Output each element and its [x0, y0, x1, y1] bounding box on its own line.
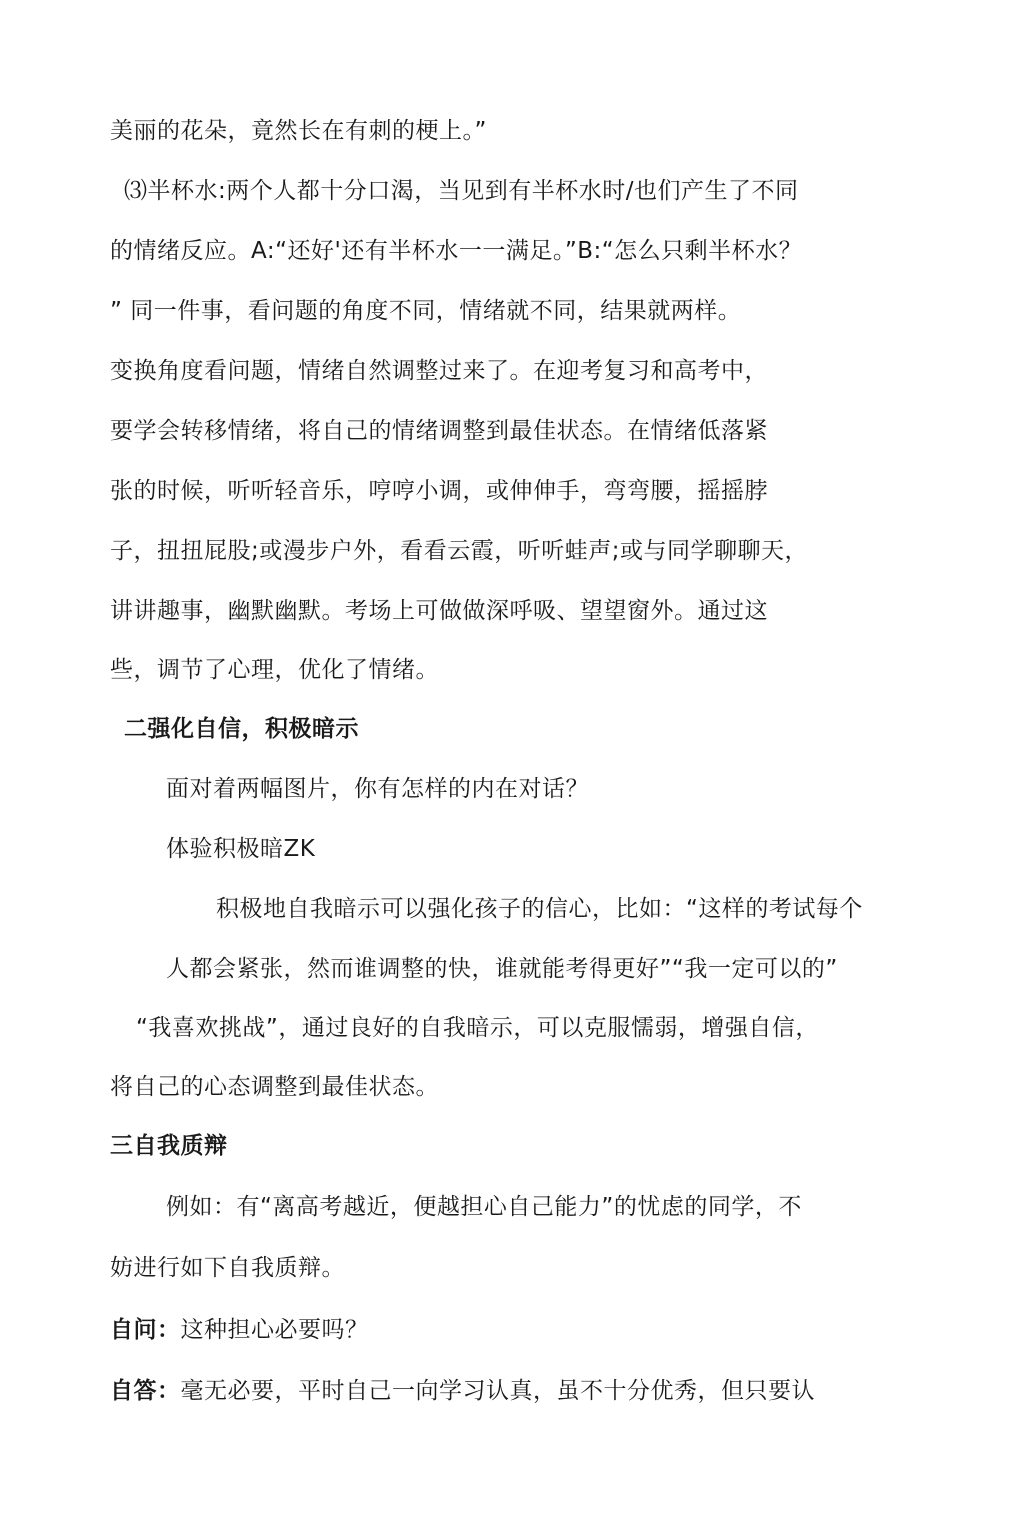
paragraph-line: “我喜欢挑战”，通过良好的自我暗示，可以克服懦弱，增强自信，	[136, 1015, 819, 1041]
paragraph-line: 积极地自我暗示可以强化孩子的信心，比如：“这样的考试每个	[216, 896, 863, 922]
section-heading: 二强化自信，积极暗示	[124, 716, 359, 742]
answer-label: 自答：	[110, 1378, 181, 1404]
paragraph-line: 变换角度看问题，情绪自然调整过来了。在迎考复习和高考中，	[110, 358, 768, 384]
paragraph-line: 例如：有“离高考越近，便越担心自己能力”的忧虑的同学，不	[166, 1194, 802, 1220]
question-text: 这种担心必要吗？	[180, 1317, 369, 1343]
paragraph-line: ⑶半杯水:两个人都十分口渴，当见到有半杯水时/也们产生了不同	[124, 178, 799, 204]
paragraph-line: 面对着两幅图片，你有怎样的内在对话？	[166, 776, 589, 802]
paragraph-line: 体验积极暗ZK	[166, 836, 316, 862]
question-label: 自问：	[110, 1317, 181, 1343]
paragraph-line: 要学会转移情绪，将自己的情绪调整到最佳状态。在情绪低落紧	[110, 418, 768, 444]
paragraph-line: 美丽的花朵，竟然长在有刺的梗上。”	[110, 118, 487, 144]
paragraph-line: 讲讲趣事，幽默幽默。考场上可做做深呼吸、望望窗外。通过这	[110, 598, 768, 624]
paragraph-line: 将自己的心态调整到最佳状态。	[110, 1074, 439, 1100]
paragraph-line: 张的时候，听听轻音乐，哼哼小调，或伸伸手，弯弯腰，摇摇脖	[110, 478, 768, 504]
answer-text: 毫无必要，平时自己一向学习认真，虽不十分优秀，但只要认	[180, 1378, 815, 1404]
paragraph-line: 子，扭扭屁股;或漫步户外，看看云霞，听听蛙声;或与同学聊聊天，	[110, 538, 808, 564]
paragraph-line: 的情绪反应。A:“还好'还有半杯水一一满足。”B:“怎么只剩半杯水？	[110, 238, 803, 264]
paragraph-line: 妨进行如下自我质辩。	[110, 1255, 345, 1281]
section-heading: 三自我质辩	[110, 1133, 228, 1159]
answer-line	[110, 1376, 815, 1406]
question-line	[110, 1315, 369, 1345]
paragraph-line: ” 同一件事，看问题的角度不同，情绪就不同，结果就两样。	[110, 298, 742, 324]
paragraph-line: 人都会紧张，然而谁调整的快，谁就能考得更好”“我一定可以的”	[166, 956, 838, 982]
paragraph-line: 些，调节了心理，优化了情绪。	[110, 657, 439, 683]
